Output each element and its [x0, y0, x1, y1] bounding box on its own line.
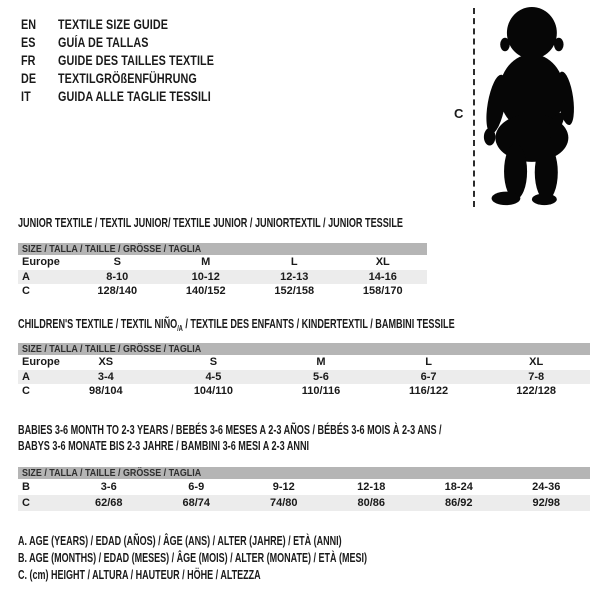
table-row-height	[18, 284, 427, 299]
language-title-block	[21, 15, 253, 105]
height-cell: 104/110	[193, 385, 233, 398]
table-row-months	[18, 479, 590, 495]
height-label-c: C	[454, 106, 464, 121]
size-cell: XS	[98, 356, 114, 369]
table-row-age	[18, 270, 427, 285]
size-cell: M	[316, 356, 326, 369]
babies-table-title-line2	[18, 438, 434, 453]
age-cell: 10-12	[191, 270, 220, 283]
height-cell: 62/68	[94, 497, 123, 509]
table-row-europe	[18, 255, 427, 270]
height-cell: 110/116	[301, 385, 341, 398]
size-cell: XL	[529, 356, 544, 369]
size-cell: S	[113, 256, 121, 269]
months-cell: 18-24	[444, 481, 473, 493]
row-label: C	[22, 285, 30, 298]
age-cell: 6-7	[420, 370, 437, 383]
junior-table-title	[18, 215, 568, 230]
height-cell: 86/92	[444, 497, 473, 509]
footnote-b-text: B. AGE (MONTHS) / EDAD (MESES) / ÂGE (MOIS) / ALTER (MONATE) / ETÀ (MESI)	[18, 551, 367, 565]
language-code-text: FR	[21, 52, 36, 68]
height-cell: 74/80	[269, 497, 298, 509]
height-cell: 98/104	[88, 385, 123, 398]
height-cell: 68/74	[182, 497, 211, 509]
language-row-en	[21, 15, 253, 33]
language-code	[21, 71, 58, 86]
height-cell: 92/98	[532, 497, 561, 509]
footnote-b	[18, 550, 503, 567]
language-code-text: IT	[21, 88, 31, 104]
language-row-it	[21, 87, 253, 105]
children-table-title-text	[18, 316, 455, 331]
row-label: C	[22, 497, 30, 509]
age-cell: 14-16	[368, 270, 397, 283]
language-row-de	[21, 69, 253, 87]
months-cell: 3-6	[100, 481, 117, 493]
size-header-text: SIZE / TALLA / TAILLE / GRÖSSE / TAGLIA	[22, 467, 202, 479]
language-code	[21, 35, 58, 50]
language-title: GUÍA DE TALLAS	[58, 34, 149, 50]
language-code	[21, 17, 58, 32]
age-cell: 7-8	[528, 370, 545, 383]
months-cell: 12-18	[357, 481, 386, 493]
footnote-a-text: A. AGE (YEARS) / EDAD (AÑOS) / ÂGE (ANS) / ALTER (JAHRE) / ETÀ (ANNI)	[18, 534, 342, 548]
footnote-a	[18, 533, 503, 550]
height-cell: 116/122	[409, 385, 449, 398]
row-label: Europe	[22, 256, 60, 269]
height-cell: 140/152	[185, 285, 226, 298]
babies-title-line2-text: BABYS 3-6 MONATE BIS 2-3 JAHRE / BAMBINI 3-6 MESI A 2-3 ANNI	[18, 438, 310, 453]
language-title: TEXTILE SIZE GUIDE	[58, 16, 169, 32]
age-cell: 5-6	[313, 370, 329, 383]
babies-size-table	[18, 467, 590, 511]
months-cell: 24-36	[532, 481, 561, 493]
row-label: A	[22, 270, 30, 283]
language-title: TEXTILGRÖßENFÜHRUNG	[58, 70, 197, 86]
language-title: GUIDE DES TAILLES TEXTILE	[58, 52, 215, 68]
height-cell: 152/158	[274, 285, 315, 298]
months-cell: 6-9	[188, 481, 205, 493]
table-row-height	[18, 384, 590, 399]
size-cell: L	[290, 256, 298, 269]
junior-table-title-text: JUNIOR TEXTILE / TEXTIL JUNIOR/ TEXTILE JUNIOR / JUNIORTEXTIL / JUNIOR TESSILE	[18, 215, 403, 230]
row-label: B	[22, 481, 30, 493]
age-cell: 4-5	[205, 370, 222, 383]
height-cell: 122/128	[516, 385, 557, 398]
height-measure-dashed-line	[473, 8, 475, 207]
months-cell: 9-12	[272, 481, 295, 493]
height-cell: 158/170	[362, 285, 403, 298]
size-header-band	[18, 467, 590, 479]
language-code-text: EN	[21, 16, 37, 32]
babies-table-title-line1	[18, 422, 600, 437]
children-title-main: CHILDREN'S TEXTILE / TEXTIL NIÑO	[18, 316, 178, 331]
children-title-subscript: /A	[177, 324, 183, 333]
table-row-height	[18, 495, 590, 511]
row-label: C	[22, 385, 30, 398]
size-cell: M	[201, 256, 211, 269]
junior-size-table	[18, 243, 427, 299]
age-cell: 8-10	[106, 270, 129, 283]
age-cell: 3-4	[97, 370, 114, 383]
height-cell: 128/140	[97, 285, 138, 298]
footnotes-block	[18, 533, 503, 584]
language-row-fr	[21, 51, 253, 69]
children-title-rest: / TEXTILE DES ENFANTS / KINDERTEXTIL / BAMBINI TESSILE	[182, 316, 455, 331]
children-size-table	[18, 343, 590, 399]
row-label: Europe	[22, 356, 60, 369]
toddler-silhouette	[481, 6, 577, 208]
size-header-band	[18, 243, 427, 255]
language-title: GUIDA ALLE TAGLIE TESSILI	[58, 88, 211, 104]
language-code-text: DE	[21, 70, 37, 86]
size-header-band	[18, 343, 590, 355]
size-cell: S	[209, 356, 218, 369]
table-row-age	[18, 370, 590, 385]
height-cell: 80/86	[357, 497, 386, 509]
footnote-c-text: C. (cm) HEIGHT / ALTURA / HAUTEUR / HÖHE / ALTEZZA	[18, 568, 261, 582]
size-header-text: SIZE / TALLA / TAILLE / GRÖSSE / TAGLIA	[22, 343, 202, 355]
language-code-text: ES	[21, 34, 36, 50]
table-row-europe	[18, 355, 590, 370]
age-cell: 12-13	[280, 270, 309, 283]
size-cell: XL	[375, 256, 390, 269]
size-cell: L	[425, 356, 432, 369]
footnote-c	[18, 567, 503, 584]
language-code	[21, 53, 58, 68]
language-row-es	[21, 33, 253, 51]
children-table-title	[18, 316, 600, 331]
language-code	[21, 89, 58, 104]
size-header-text: SIZE / TALLA / TAILLE / GRÖSSE / TAGLIA	[22, 243, 202, 255]
babies-title-line1-text: BABIES 3-6 MONTH TO 2-3 YEARS / BEBÉS 3-6 MESES A 2-3 AÑOS / BÉBÉS 3-6 MOIS À 2-3 ANS /	[18, 422, 442, 437]
row-label: A	[22, 370, 30, 383]
